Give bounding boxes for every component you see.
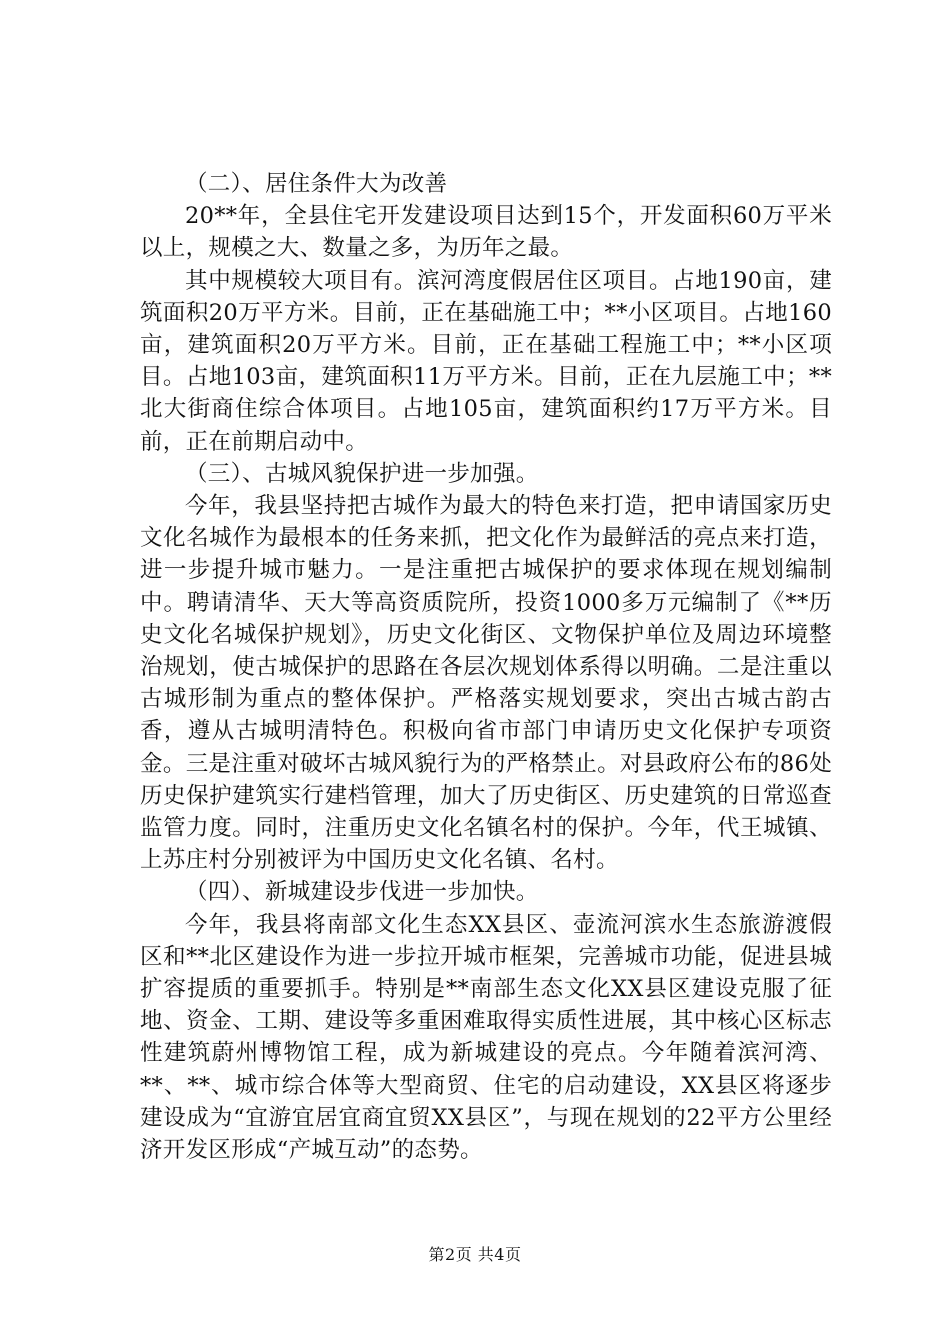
section-heading-3: （三）、古城风貌保护进一步加强。 [185, 460, 539, 487]
section-heading-2: （二）、居住条件大为改善 [185, 171, 448, 197]
paragraph-housing-projects: 其中规模较大项目有。滨河湾度假居住区项目。占地190亩，建筑面积20万平方米。目前，正在基础施工中；**小区项目。占地160亩，建筑面积20万平方米。目前，正在基础工程施工中；**小区项目。占地103亩，建筑面积11万平方米。目前，正在九层施工中；**北大街商住综合体项目。占地105亩，建筑面积约17万平方米。目前，正在前期启动中。 [140, 267, 832, 455]
section-heading-4: （四）、新城建设步伐进一步加快。 [185, 879, 539, 906]
paragraph-housing-summary: 20**年，全县住宅开发建设项目达到15个，开发面积60万平米以上，规模之大、数量之多，为历年之最。 [140, 203, 832, 262]
page-footer [0, 1245, 950, 1265]
document-body [140, 168, 832, 1166]
page-number: 第2页 共4页 [428, 1245, 522, 1264]
paragraph-new-city: 今年，我县将南部文化生态XX县区、壶流河滨水生态旅游渡假区和**北区建设作为进一步拉开城市框架，完善城市功能，促进县城扩容提质的重要抓手。特别是**南部生态文化XX县区建设克服了征地、资金、工期、建设等多重困难取得实质性进展，其中核心区标志性建筑蔚州博物馆工程，成为新城建设的亮点。今年随着滨河湾、**、**、城市综合体等大型商贸、住宅的启动建设，XX县区将逐步建设成为“宜游宜居宜商宜贸XX县区”，与现在规划的22平方公里经济开发区形成“产城互动”的态势。 [140, 911, 832, 1164]
paragraph-ancient-city: 今年，我县坚持把古城作为最大的特色来打造，把申请国家历史文化名城作为最根本的任务来抓，把文化作为最鲜活的亮点来打造，进一步提升城市魅力。一是注重把古城保护的要求体现在规划编制中。聘请清华、天大等高资质院所，投资1000多万元编制了《**历史文化名城保护规划》，历史文化街区、文物保护单位及周边环境整治规划，使古城保护的思路在各层次规划体系得以明确。二是注重以古城形制为重点的整体保护。严格落实规划要求，突出古城古韵古香，遵从古城明清特色。积极向省市部门申请历史文化保护专项资金。三是注重对破坏古城风貌行为的严格禁止。对县政府公布的86处历史保护建筑实行建档管理，加大了历史街区、历史建筑的日常巡查监管力度。同时，注重历史文化名镇名村的保护。今年，代王城镇、上苏庄村分别被评为中国历史文化名镇、名村。 [140, 493, 832, 874]
